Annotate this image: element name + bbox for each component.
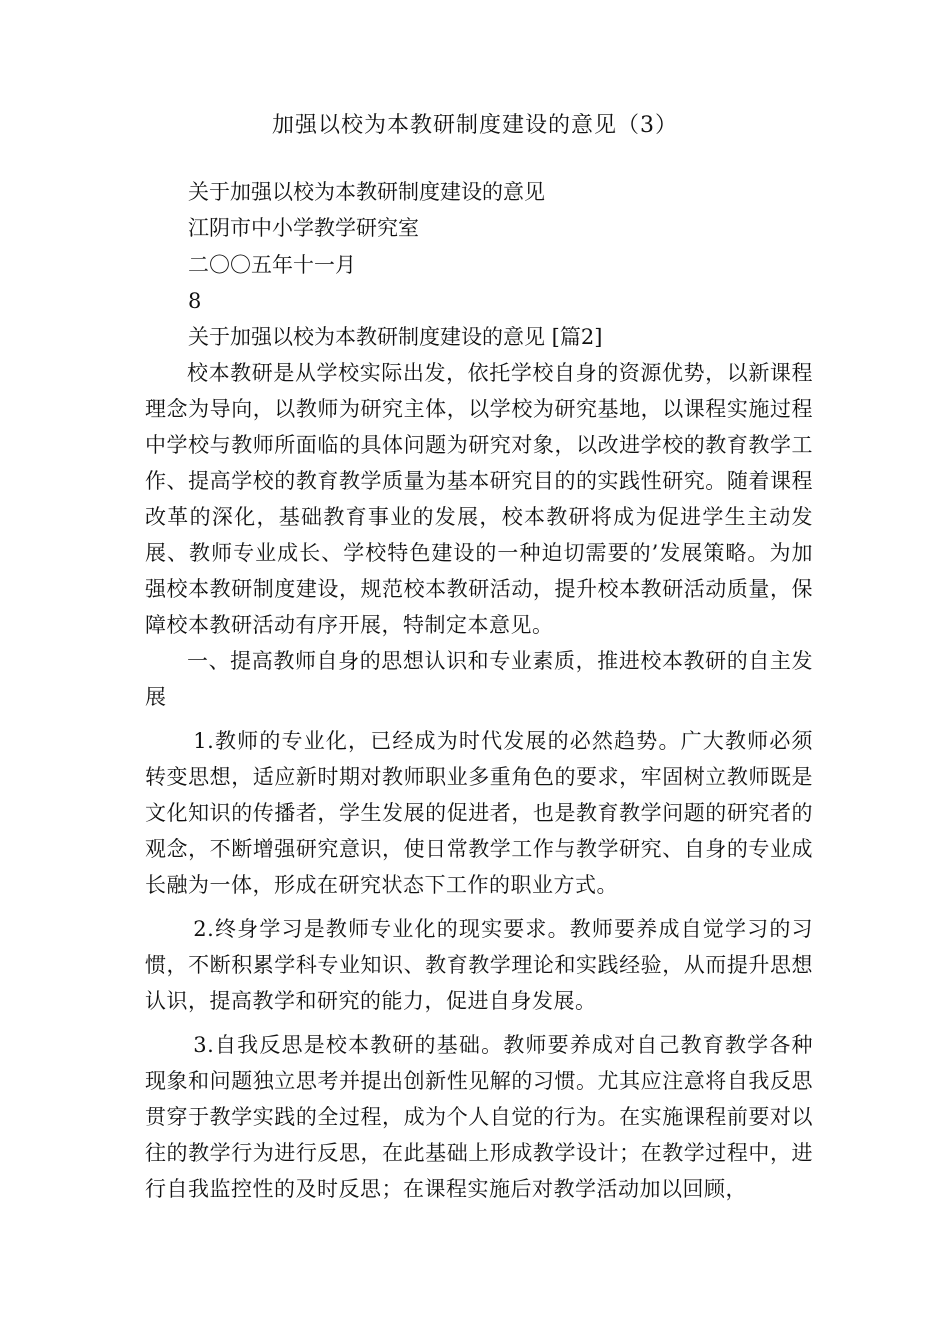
paragraph-item-2: 2.终身学习是教师专业化的现实要求。教师要养成自觉学习的习惯，不断积累学科专业知识、教育教学理论和实践经验，从而提升思想认识，提高教学和研究的能力，促进自身发展。 bbox=[145, 917, 813, 1013]
paragraph-item-3: 3.自我反思是校本教研的基础。教师要养成对自己教育教学各种现象和问题独立思考并提出创新性见解的习惯。尤其应注意将自我反思贯穿于教学实践的全过程，成为个人自觉的行为。在实施课程前要对以往的教学行为进行反思，在此基础上形成教学设计；在教学过程中，进行自我监控性的及时反思；在课程实施后对教学活动加以回顾， bbox=[145, 1033, 813, 1201]
paragraph-item-1: 1.教师的专业化，已经成为时代发展的必然趋势。广大教师必须转变思想，适应新时期对教师职业多重角色的要求，牢固树立教师既是文化知识的传播者，学生发展的促进者，也是教育教学问题的研究者的观念，不断增强研究意识，使日常教学工作与教学研究、自身的专业成长融为一体，形成在研究状态下工作的职业方式。 bbox=[145, 729, 813, 897]
document-body bbox=[145, 355, 813, 1207]
paragraph-heading-one: 一、提高教师自身的思想认识和专业素质，推进校本教研的自主发展 bbox=[145, 649, 813, 709]
header-line-subtitle: 关于加强以校为本教研制度建设的意见 bbox=[188, 180, 545, 204]
header-line-date: 二〇〇五年十一月 bbox=[188, 253, 356, 277]
paragraph-intro: 校本教研是从学校实际出发，依托学校自身的资源优势，以新课程理念为导向，以教师为研究主体，以学校为研究基地，以课程实施过程中学校与教师所面临的具体问题为研究对象，以改进学校的教育教学工作、提高学校的教育教学质量为基本研究目的的实践性研究。随着课程改革的深化，基础教育事业的发展，校本教研将成为促进学生主动发展、教师专业成长、学校特色建设的一种迫切需要的’发展策略。为加强校本教研制度建设，规范校本教研活动，提升校本教研活动质量，保障校本教研活动有序开展，特制定本意见。 bbox=[145, 361, 813, 637]
document-title: 加强以校为本教研制度建设的意见（3） bbox=[272, 113, 678, 138]
header-line-number: 8 bbox=[188, 289, 202, 313]
header-line-author: 江阴市中小学教学研究室 bbox=[188, 216, 419, 240]
header-line-section: 关于加强以校为本教研制度建设的意见 [篇2] bbox=[188, 325, 603, 349]
